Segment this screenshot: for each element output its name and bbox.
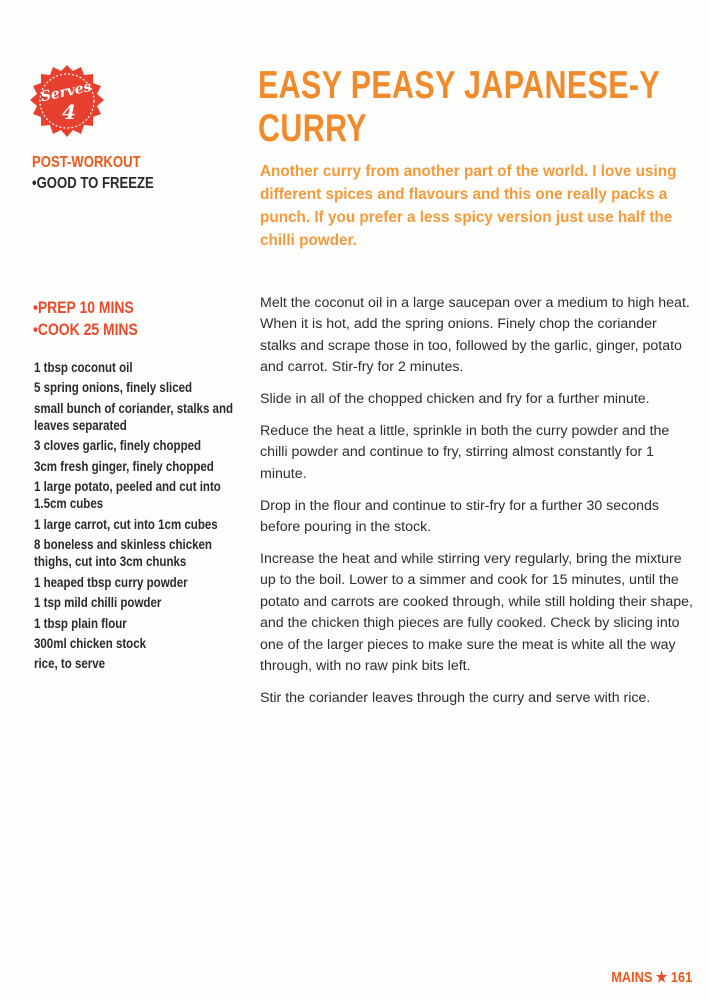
ingredient-item: 1 tbsp plain flour <box>34 615 127 631</box>
ingredient-item: 5 spring onions, finely sliced <box>34 380 193 396</box>
ingredient-item: rice, to serve <box>34 656 106 672</box>
ingredient-item: 8 boneless and skinless chicken thighs, cut into 3cm chunks <box>34 537 212 570</box>
ingredient-item: 1 tbsp coconut oil <box>34 360 133 375</box>
method-step: Slide in all of the chopped chicken and fry for a further minute. <box>260 391 650 408</box>
serves-badge <box>27 63 107 143</box>
recipe-intro: Another curry from another part of the world. I love using different spices and flavours and this one really packs a punch. If you prefer a less spicy version just use half the chilli powder. <box>260 163 677 249</box>
ingredient-item: 3cm fresh ginger, finely chopped <box>34 458 214 474</box>
tag-post-workout: POST-WORKOUT <box>32 154 141 171</box>
ingredient-item: 1 tsp mild chilli powder <box>34 595 162 611</box>
ingredient-item: 1 large carrot, cut into 1cm cubes <box>34 516 218 532</box>
badge-serves-label: Serves <box>39 78 93 106</box>
badge-serves-number: 4 <box>62 100 76 124</box>
method-step: Stir the coriander leaves through the curry and serve with rice. <box>260 690 651 706</box>
section-label: MAINS <box>611 969 653 986</box>
ingredient-item: 1 heaped tbsp curry powder <box>34 574 188 590</box>
star-icon: ★ <box>655 969 668 986</box>
method-step: Increase the heat and while stirring very regularly, bring the mixture up to the boil. Lower to a simmer and cook for 15 minutes, until the potato and carrots are cooked through, while still holding their shape, and the chicken thigh pieces are fully cooked. Check by slicing into one of the larger pieces to make sure the meat is white all the way through, with no raw pink bits left. <box>260 551 693 675</box>
recipe-title: EASY PEASY JAPANESE-Y CURRY <box>258 64 660 150</box>
cook-time: •COOK 25 MINS <box>33 320 138 339</box>
method-step: Melt the coconut oil in a large saucepan over a medium to high heat. When it is hot, add the spring onions. Finely chop the coriander stalks and scrape those in too, followed by the garlic, ginger, potato and carrot. Stir-fry for 2 minutes. <box>260 295 690 376</box>
prep-time: •PREP 10 MINS <box>33 298 134 317</box>
ingredient-item: 3 cloves garlic, finely chopped <box>34 438 202 454</box>
ingredient-item: 1 large potato, peeled and cut into 1.5cm cubes <box>34 479 221 512</box>
method-step: Reduce the heat a little, sprinkle in both the curry powder and the chilli powder and continue to fry, stirring almost constantly for 1 minute. <box>260 423 670 482</box>
ingredient-item: 300ml chicken stock <box>34 635 147 651</box>
recipe-times <box>33 297 161 341</box>
page-number: 161 <box>670 969 692 986</box>
method-step: Drop in the flour and continue to stir-fry for a further 30 seconds before pouring in the stock. <box>260 497 660 536</box>
page-footer <box>611 968 692 986</box>
ingredient-list <box>34 359 264 676</box>
tag-good-to-freeze: •GOOD TO FREEZE <box>32 175 154 192</box>
recipe-tags <box>32 152 232 194</box>
method-steps <box>260 293 695 720</box>
ingredient-item: small bunch of coriander, stalks and leaves separated <box>34 400 234 433</box>
